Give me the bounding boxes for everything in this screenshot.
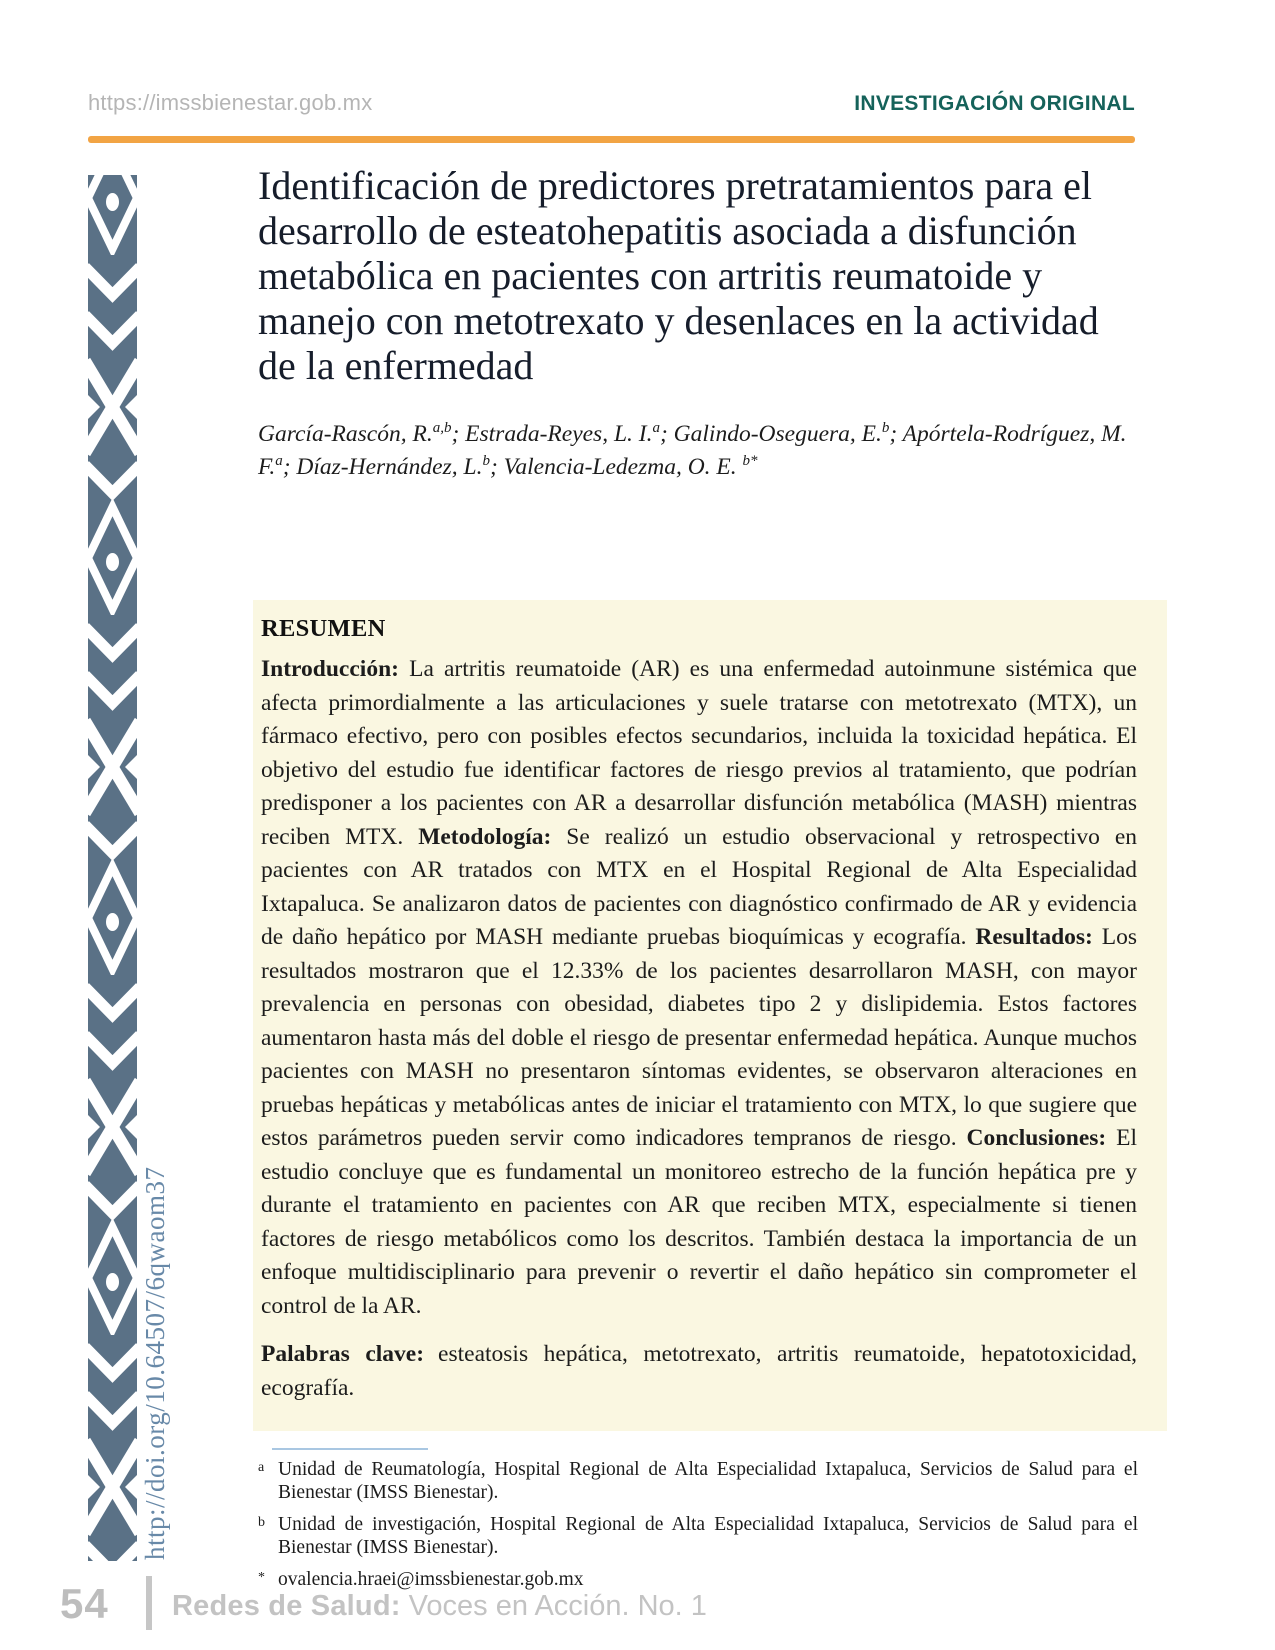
footnote-a (258, 1458, 1138, 1504)
footnote-marker: * (258, 1570, 265, 1585)
decorative-pattern-band (88, 175, 137, 1561)
corresponding-author-email[interactable]: ovalencia.hraei@imssbienestar.gob.mx (278, 1569, 584, 1590)
doi-link[interactable]: http://doi.org/10.64507/6qwaom37 (140, 1166, 170, 1560)
header-section-label: INVESTIGACIÓN ORIGINAL (854, 92, 1135, 115)
article-title: Identificación de predictores pretratamientos para el desarrollo de esteatohepatitis asociada a disfunción metabólica en pacientes con artritis reumatoide y manejo con metotrexato y desenlaces en la actividad de la enfermedad (258, 163, 1099, 388)
footnote-b (258, 1513, 1138, 1559)
keywords-line (261, 1338, 1137, 1405)
footnote-marker: b (258, 1515, 265, 1530)
abstract-heading: RESUMEN (261, 615, 386, 642)
footer-separator-bar (146, 1576, 152, 1630)
authors-line: García-Rascón, R.$^{a,b}$; Estrada-Reyes, L. I.$^a$; Galindo-Oseguera, E.$^b$; Apórtela-Rodríguez, M. F.$^a$; Díaz-Hernández, L.$^b$; Valencia-Ledezma, O. E. $^{b*}$ (258, 420, 1127, 480)
page-number: 54 (60, 1580, 109, 1627)
journal-name (172, 1590, 707, 1623)
footnote-text: Unidad de Reumatología, Hospital Regional de Alta Especialidad Ixtapaluca, Servicios de Salud para el Bienestar (IMSS Bienestar). (278, 1459, 1138, 1503)
keywords-label: Palabras clave: (261, 1341, 425, 1367)
footnote-email (258, 1568, 1138, 1591)
zigzag-diamond-pattern-icon (88, 175, 137, 1561)
abstract-body: Introducción: La artritis reumatoide (AR) es una enfermedad autoinmune sistémica que afecta primordialmente a las articulaciones y suele tratarse con metotrexato (MTX), un fármaco efectivo, pero con posibles efectos secundarios, incluida la toxicidad hepática. El objetivo del estudio fue identificar factores de riesgo previos al tratamiento, que podrían predisponer a los pacientes con AR a desarrollar disfunción metabólica (MASH) mientras reciben MTX. Metodología: Se realizó un estudio observacional y retrospectivo en pacientes con AR tratados con MTX en el Hospital Regional de Alta Especialidad Ixtapaluca. Se analizaron datos de pacientes con diagnóstico confirmado de AR y evidencia de daño hepático por MASH mediante pruebas bioquímicas y ecografía. Resultados: Los resultados mostraron que el 12.33% de los pacientes desarrollaron MASH, con mayor prevalencia en personas con obesidad, diabetes tipo 2 y dislipidemia. Estos factores aumentaron hasta más del doble el riesgo de presentar enfermedad hepática. Aunque muchos pacientes con MASH no presentaron síntomas evidentes, se observaron alteraciones en pruebas hepáticas y metabólicas antes de iniciar el tratamiento con MTX, lo que sugiere que estos parámetros pueden servir como indicadores tempranos de riesgo. Conclusiones: El estudio concluye que es fundamental un monitoreo estrecho de la función hepática pre y durante el tratamiento en pacientes con AR que reciben MTX, especialmente si tienen factores de riesgo metabólicos como los descritos. También destaca la importancia de un enfoque multidisciplinario para prevenir o revertir el daño hepático sin comprometer el control de la AR. (261, 656, 1137, 1319)
abstract-box (253, 600, 1167, 1431)
keywords-text: esteatosis hepática, metotrexato, artritis reumatoide, hepatotoxicidad, ecografía. (261, 1341, 1137, 1401)
journal-name-rest: Voces en Acción. No. 1 (400, 1590, 707, 1622)
header-journal-url: https://imssbienestar.gob.mx (88, 90, 373, 115)
footnotes (258, 1458, 1138, 1600)
header-orange-rule (88, 136, 1135, 143)
journal-name-bold: Redes de Salud: (172, 1590, 401, 1622)
footnote-divider (272, 1448, 428, 1450)
footnote-marker: a (258, 1460, 265, 1475)
footnote-text: Unidad de investigación, Hospital Regional de Alta Especialidad Ixtapaluca, Servicios de Salud para el Bienestar (IMSS Bienestar). (278, 1514, 1138, 1558)
